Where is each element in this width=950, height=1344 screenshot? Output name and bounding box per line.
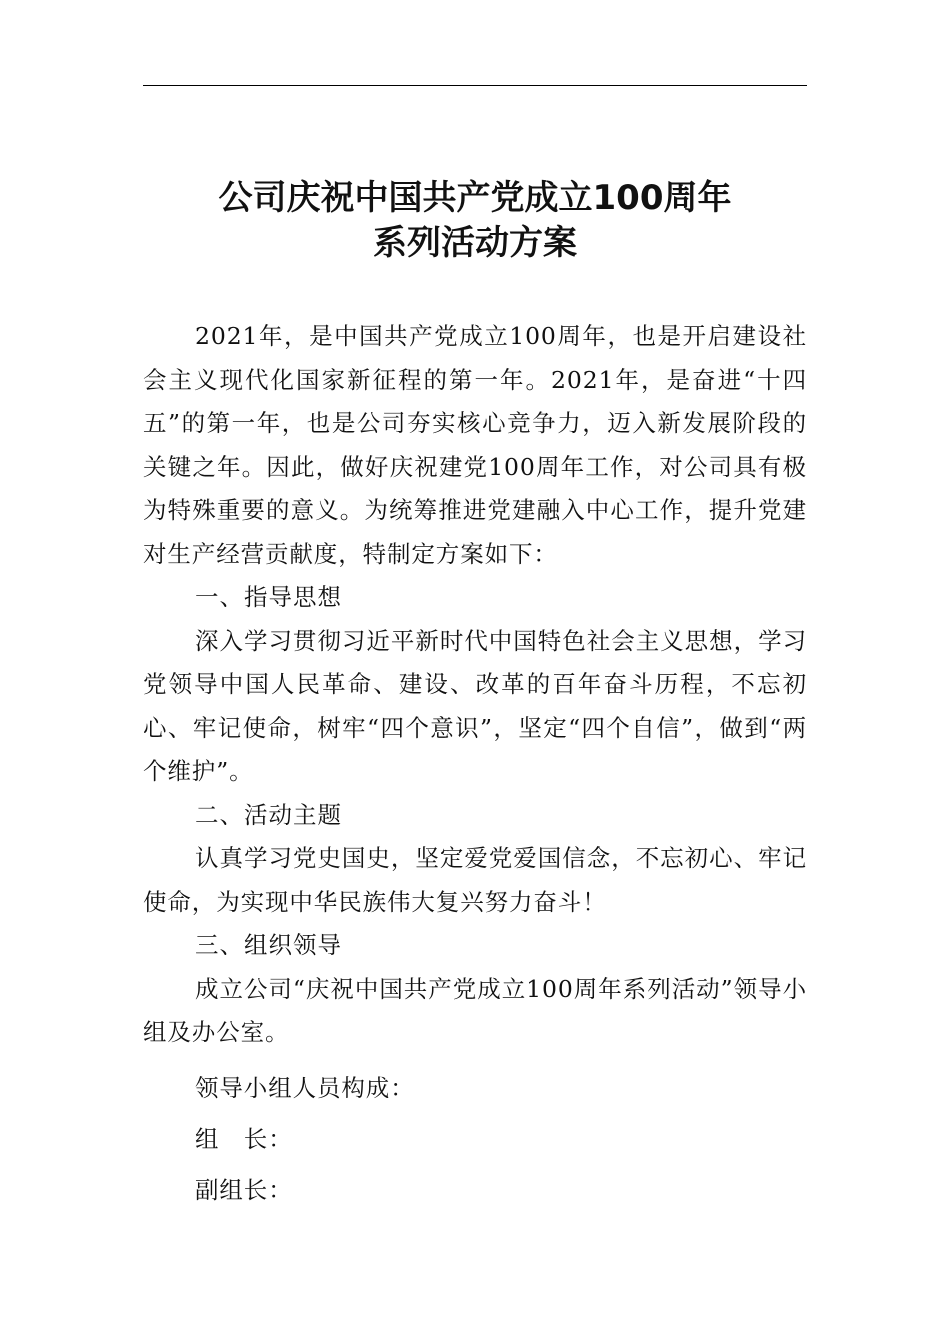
section-heading-organization: 三、组织领导 — [195, 931, 342, 959]
leadership-members-label: 领导小组人员构成： — [195, 1073, 415, 1102]
section-text-activity-theme: 认真学习党史国史，坚定爱党爱国信念，不忘初心、牢记使命，为实现中华民族伟大复兴努力奋斗！ — [143, 844, 807, 916]
section-heading-guiding-ideology: 一、指导思想 — [195, 583, 342, 611]
intro-paragraph: 2021年，是中国共产党成立100周年，也是开启建设社会主义现代化国家新征程的第一年。2021年，是奋进“十四五”的第一年，也是公司夯实核心竞争力，迈入新发展阶段的关键之年。因此，做好庆祝建党100周年工作，对公司具有极为特殊重要的意义。为统筹推进党建融入中心工作，提升党建对生产经营贡献度，特制定方案如下： — [143, 322, 807, 568]
header-rule — [143, 85, 807, 86]
section-text-guiding-ideology: 深入学习贯彻习近平新时代中国特色社会主义思想，学习党领导中国人民革命、建设、改革的百年奋斗历程，不忘初心、牢记使命，树牢“四个意识”，坚定“四个自信”，做到“两个维护”。 — [143, 626, 807, 785]
section-heading-activity-theme: 二、活动主题 — [195, 800, 342, 829]
deputy-leader-label: 副组长： — [195, 1175, 293, 1204]
document-body — [143, 315, 807, 1216]
spacer — [143, 1055, 807, 1063]
leader-label: 组 长： — [195, 1124, 293, 1153]
section-text-organization: 成立公司“庆祝中国共产党成立100周年系列活动”领导小组及办公室。 — [143, 974, 807, 1046]
document-title-line-2: 系列活动方案 — [373, 223, 577, 263]
document-title-line-1: 公司庆祝中国共产党成立100周年 — [218, 178, 732, 218]
